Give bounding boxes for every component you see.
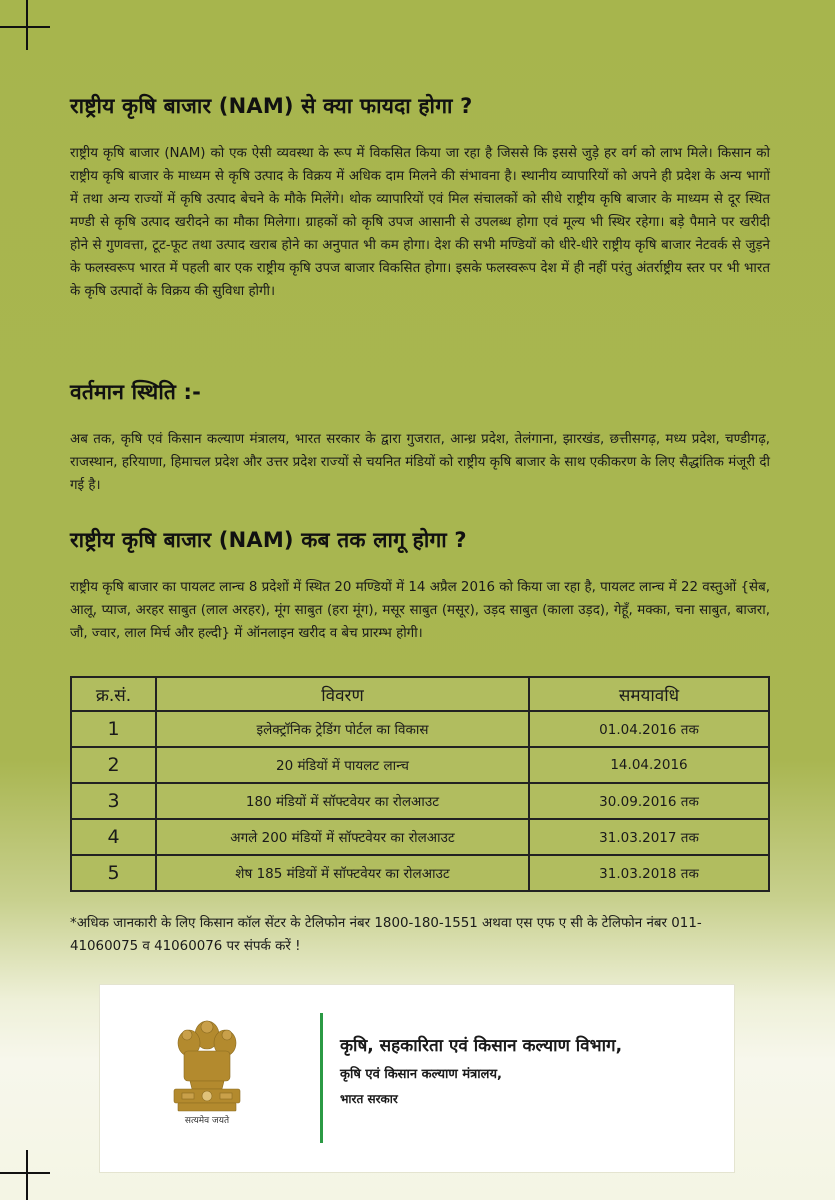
emblem-motto: सत्यमेव जयते	[184, 1116, 230, 1126]
table-row	[71, 855, 769, 891]
government-name: भारत सरकार	[340, 1092, 398, 1106]
table-row	[71, 783, 769, 819]
ministry-name: कृषि एवं किसान कल्याण मंत्रालय,	[340, 1067, 502, 1082]
row-serial: 4	[71, 819, 156, 855]
row-serial: 3	[71, 783, 156, 819]
row-date: 31.03.2018 तक	[529, 855, 769, 891]
table-row	[71, 747, 769, 783]
department-name: कृषि, सहकारिता एवं किसान कल्याण विभाग,	[340, 1036, 623, 1056]
crop-mark-bottom-v	[26, 1150, 28, 1200]
current-status-paragraph: अब तक, कृषि एवं किसान कल्याण मंत्रालय, भारत सरकार के द्वारा गुजरात, आन्ध्र प्रदेश, तेलंगाना, झारखंड, छत्तीसगढ़, मध्य प्रदेश, चण्डीगढ़, राजस्थान, हरियाणा, हिमाचल प्रदेश और उत्तर प्रदेश राज्यों से चयनित मंडियों को राष्ट्रीय कृषि बाजार के साथ एकीकरण के लिए सैद्धांतिक मंजूरी दी गई है।	[70, 432, 770, 493]
row-date: 30.09.2016 तक	[529, 783, 769, 819]
crop-mark-top-v	[26, 0, 28, 50]
table-row	[71, 711, 769, 747]
benefits-paragraph: राष्ट्रीय कृषि बाजार (NAM) को एक ऐसी व्यवस्था के रूप में विकसित किया जा रहा है जिससे कि इससे जुड़े हर वर्ग को लाभ मिले। किसान को राष्ट्रीय कृषि बाजार के माध्यम से कृषि उत्पाद के विक्रय में अधिक दाम मिलने की संभावना है। स्थानीय व्यापारियों को अपने ही प्रदेश के अन्य भागों में तथा अन्य राज्यों में कृषि उत्पाद बेचने के मौके मिलेंगे। थोक व्यापारियों एवं मिल संचालकों को सीधे राष्ट्रीय कृषि बाजार के माध्यम से दूर स्थित मण्डी से कृषि उत्पाद खरीदने का मौका मिलेगा। ग्राहकों को कृषि उपज आसानी से उपलब्ध होगा एवं मूल्य भी स्थिर रहेगा। बड़े पैमाने पर खरीदी होने से गुणवत्ता, टूट-फूट तथा उत्पाद खराब होने का अनुपात भी कम होगा। देश की सभी मण्डियों को धीरे-धीरे राष्ट्रीय कृषि बाजार नेटवर्क से जुड़ने के फलस्वरूप भारत में पहली बार एक राष्ट्रीय कृषि उपज बाजार विकसित होगा। इसके फलस्वरूप देश में ही नहीं परंतु अंतर्राष्ट्रीय स्तर पर भी भारत के कृषि उत्पादों के विक्रय की सुविधा होगी।	[70, 146, 770, 299]
row-serial: 5	[71, 855, 156, 891]
benefits-section	[70, 92, 770, 303]
footer-divider	[320, 1013, 323, 1143]
row-date: 14.04.2016	[529, 747, 769, 783]
header-description: विवरण	[156, 677, 529, 711]
contact-note: *अधिक जानकारी के लिए किसान कॉल सेंटर के टेलिफोन नंबर 1800-180-1551 अथवा एस एफ ए सी के टेलिफोन नंबर 011- 41060075 व 41060076 पर संपर्क करें !	[70, 916, 702, 954]
row-description: इलेक्ट्रॉनिक ट्रेडिंग पोर्टल का विकास	[156, 711, 529, 747]
row-serial: 2	[71, 747, 156, 783]
row-description: 180 मंडियों में सॉफ्टवेयर का रोलआउट	[156, 783, 529, 819]
crop-mark-top-h	[0, 26, 50, 28]
timeline-section	[70, 526, 770, 645]
current-status-section	[70, 378, 770, 497]
row-description: शेष 185 मंडियों में सॉफ्टवेयर का रोलआउट	[156, 855, 529, 891]
benefits-heading: राष्ट्रीय कृषि बाजार (NAM) से क्या फायदा होगा ?	[70, 94, 473, 118]
row-description: अगले 200 मंडियों में सॉफ्टवेयर का रोलआउट	[156, 819, 529, 855]
table-header-row	[71, 677, 769, 711]
crop-mark-bottom-h	[0, 1172, 50, 1174]
header-serial: क्र.सं.	[71, 677, 156, 711]
row-date: 31.03.2017 तक	[529, 819, 769, 855]
timeline-paragraph: राष्ट्रीय कृषि बाजार का पायलट लान्च 8 प्रदेशों में स्थित 20 मण्डियों में 14 अप्रैल 2016 को किया जा रहा है, पायलट लान्च में 22 वस्तुओं {सेब, आलू, प्याज, अरहर साबुत (लाल अरहर), मूंग साबुत (हरा मूंग), मसूर साबुत (मसूर), उड़द साबुत (काला उड़द), गेहूँ, मक्का, चना साबुत, बाजरा, जौ, ज्वार, लाल मिर्च और हल्दी} में ऑनलाइन खरीद व बेच प्रारम्भ होगी।	[70, 580, 770, 641]
department-block	[340, 1033, 730, 1107]
schedule-table	[70, 676, 770, 892]
row-date: 01.04.2016 तक	[529, 711, 769, 747]
ministry-footer	[100, 985, 734, 1172]
row-description: 20 मंडियों में पायलट लान्च	[156, 747, 529, 783]
header-timeline: समयावधि	[529, 677, 769, 711]
timeline-heading: राष्ट्रीय कृषि बाजार (NAM) कब तक लागू होगा ?	[70, 528, 467, 552]
current-status-heading: वर्तमान स्थिति :-	[70, 380, 202, 404]
row-serial: 1	[71, 711, 156, 747]
table-row	[71, 819, 769, 855]
